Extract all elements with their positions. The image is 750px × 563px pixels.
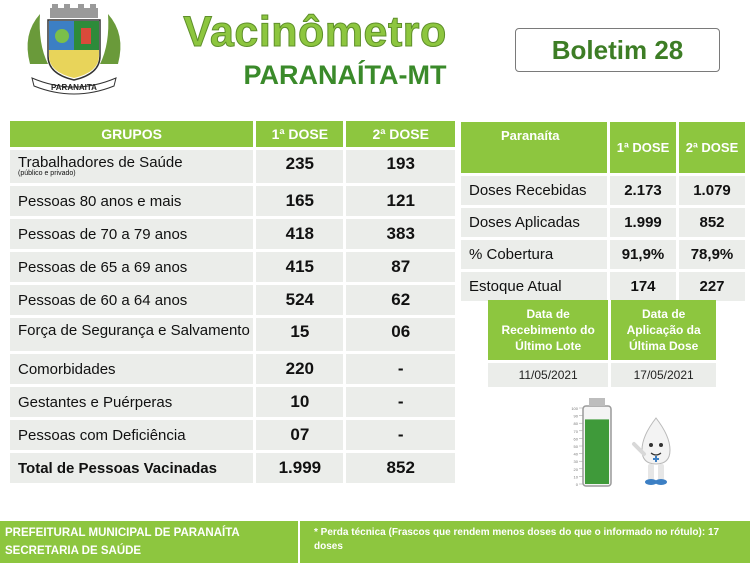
table-row	[10, 318, 455, 351]
footer-technical-loss-note: * Perda técnica (Frascos que rendem menos doses do que o informado no rótulo): 17 doses	[300, 521, 750, 563]
stat-dose2: 227	[676, 272, 745, 301]
group-label: Pessoas com Deficiência	[10, 420, 253, 450]
table-row	[10, 186, 455, 216]
stat-dose1: 91,9%	[607, 240, 676, 269]
last-receipt-date: 11/05/2021	[488, 363, 608, 387]
group-label: Comorbidades	[10, 354, 253, 384]
logo-ribbon-text: PARANAITA	[51, 83, 97, 92]
syringe-plunger	[589, 398, 605, 406]
table-row	[488, 363, 716, 387]
group-label: Força de Segurança e Salvamento	[10, 318, 253, 351]
table-row	[10, 285, 455, 315]
syringe-scale-label: 90	[573, 413, 578, 419]
syringe-scale-label: 40	[573, 451, 578, 457]
group-label: Pessoas de 70 a 79 anos	[10, 219, 253, 249]
table-total-row	[10, 453, 455, 483]
total-dose1: 1.999	[253, 453, 343, 483]
syringe-scale-label: 20	[573, 466, 578, 472]
dose1-cell: 418	[253, 219, 343, 249]
column-header-city: Paranaíta	[461, 122, 607, 173]
column-header-groups: GRUPOS	[10, 121, 253, 147]
footer-department: SECRETARIA DE SAÚDE	[5, 545, 142, 557]
table-row	[10, 219, 455, 249]
group-label: Pessoas de 65 a 69 anos	[10, 252, 253, 282]
stat-dose1: 2.173	[607, 176, 676, 205]
table-row	[10, 387, 455, 417]
column-header-dose2: 2ª DOSE	[343, 121, 455, 147]
dose2-cell: 121	[343, 186, 455, 216]
syringe-scale-label: 60	[573, 436, 578, 442]
dose-summary-table	[461, 119, 745, 304]
dose1-cell: 07	[253, 420, 343, 450]
syringe-scale-label: 0	[575, 482, 578, 487]
syringe-scale-label: 100	[571, 406, 578, 411]
dose2-cell: 193	[343, 150, 455, 183]
dose1-cell: 524	[253, 285, 343, 315]
vaccination-groups-table	[10, 118, 455, 486]
total-label: Total de Pessoas Vacinadas	[10, 453, 253, 483]
mascot-ze-gotinha	[634, 418, 670, 485]
table-row	[10, 354, 455, 384]
dose1-cell: 165	[253, 186, 343, 216]
stat-dose2: 852	[676, 208, 745, 237]
table-row	[461, 176, 745, 205]
table-row	[10, 150, 455, 183]
dose1-cell: 15	[253, 318, 343, 351]
stat-label: Doses Aplicadas	[461, 208, 607, 237]
dose1-cell: 10	[253, 387, 343, 417]
syringe-scale-label: 70	[573, 428, 578, 434]
syringe-scale-label: 10	[573, 474, 578, 480]
group-label: Gestantes e Puérperas	[10, 387, 253, 417]
dose2-cell: -	[343, 420, 455, 450]
table-header-row	[10, 121, 455, 147]
table-row	[461, 208, 745, 237]
group-label: Pessoas de 60 a 64 anos	[10, 285, 253, 315]
page-subtitle: PARANAÍTA-MT	[243, 60, 447, 90]
group-label: Pessoas 80 anos e mais	[10, 186, 253, 216]
group-label: Trabalhadores de Saúde	[18, 154, 183, 171]
municipal-coat-of-arms	[18, 4, 130, 96]
syringe-fill-level	[585, 419, 609, 484]
dose2-cell: 383	[343, 219, 455, 249]
group-note: (público e privado)	[18, 170, 76, 177]
page-title: Vacinômetro	[183, 8, 447, 56]
column-header-dose1: 1ª DOSE	[607, 122, 676, 173]
column-header-last-receipt: Data de Recebimento do Último Lote	[488, 300, 608, 360]
table-header-row	[461, 122, 745, 173]
syringe-scale-label: 30	[573, 459, 578, 465]
bulletin-badge: Boletim 28	[515, 28, 720, 72]
footer-institution	[0, 521, 298, 563]
stat-label: % Cobertura	[461, 240, 607, 269]
footer-municipality: PREFEITURAL MUNICIPAL DE PARANAÍTA	[5, 527, 240, 539]
stat-label: Doses Recebidas	[461, 176, 607, 205]
table-row	[10, 252, 455, 282]
dose2-cell: 06	[343, 318, 455, 351]
syringe-scale-label: 80	[573, 421, 578, 427]
dose2-cell: -	[343, 354, 455, 384]
group-cell	[10, 150, 253, 183]
table-row	[461, 240, 745, 269]
last-application-date: 17/05/2021	[608, 363, 716, 387]
total-dose2: 852	[343, 453, 455, 483]
column-header-last-application: Data de Aplicação da Última Dose	[608, 300, 716, 360]
syringe-illustration	[558, 398, 694, 494]
table-row	[10, 420, 455, 450]
column-header-dose1: 1ª DOSE	[253, 121, 343, 147]
stat-label: Estoque Atual	[461, 272, 607, 301]
dose2-cell: 62	[343, 285, 455, 315]
dose1-cell: 220	[253, 354, 343, 384]
dose2-cell: -	[343, 387, 455, 417]
dose2-cell: 87	[343, 252, 455, 282]
dates-table	[488, 297, 716, 390]
syringe-scale-label: 50	[573, 444, 578, 449]
dose1-cell: 235	[253, 150, 343, 183]
stat-dose2: 1.079	[676, 176, 745, 205]
dose1-cell: 415	[253, 252, 343, 282]
table-header-row	[488, 300, 716, 360]
column-header-dose2: 2ª DOSE	[676, 122, 745, 173]
stat-dose1: 174	[607, 272, 676, 301]
stat-dose2: 78,9%	[676, 240, 745, 269]
syringe-scale	[571, 406, 583, 487]
stat-dose1: 1.999	[607, 208, 676, 237]
